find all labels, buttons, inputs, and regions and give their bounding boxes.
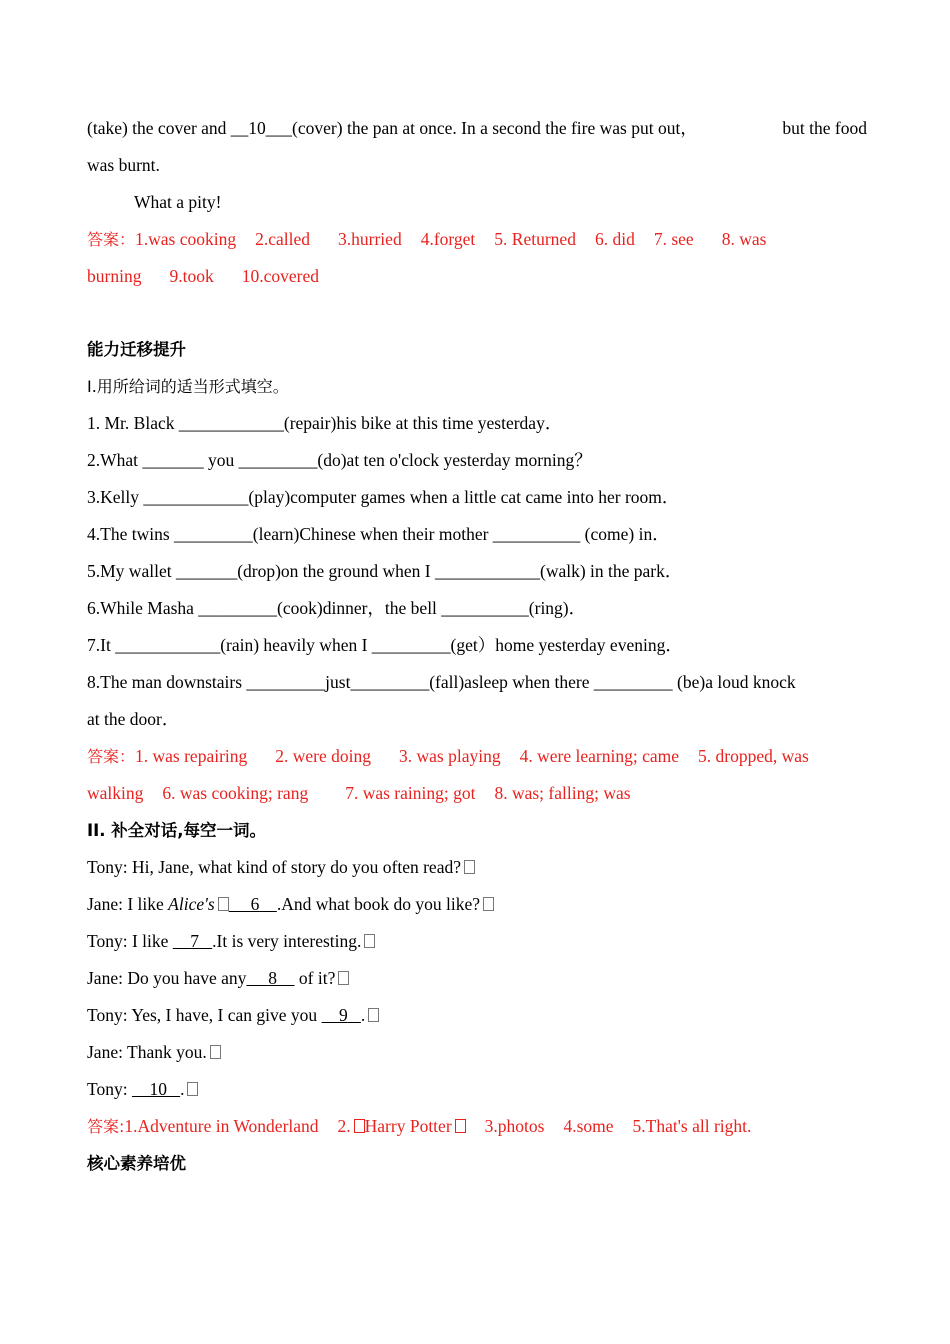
answer-item: 1.Adventure in Wonderland xyxy=(124,1116,319,1136)
placeholder-box-icon xyxy=(218,897,229,911)
dialogue-line xyxy=(87,886,867,923)
question-4: 4.The twins _________(learn)Chinese when their mother __________ (come) in． xyxy=(87,524,670,544)
answer-item: 9.took xyxy=(169,266,214,286)
blank-number: 6 xyxy=(250,894,260,914)
question-8: 8.The man downstairs _________just_________(fall)asleep when there _________ (be)a loud knock xyxy=(87,672,796,692)
answer-item: 3. was playing xyxy=(399,746,501,766)
blank xyxy=(246,968,294,988)
answer-line xyxy=(87,258,867,295)
answer-item: 3.photos xyxy=(484,1116,545,1136)
dialogue-text: . xyxy=(360,1005,366,1025)
placeholder-box-icon xyxy=(368,1008,379,1022)
answer-item: 1. was repairing xyxy=(135,746,248,766)
answer-item: Harry Potter xyxy=(364,1116,452,1136)
blank xyxy=(132,1079,180,1099)
answer-line xyxy=(87,221,867,258)
placeholder-box-icon xyxy=(364,934,375,948)
placeholder-box-icon xyxy=(464,860,475,874)
section-title: 核心素养培优 xyxy=(87,1154,186,1173)
question-5: 5.My wallet _______(drop)on the ground when I ____________(walk) in the park． xyxy=(87,561,683,581)
placeholder-box-icon xyxy=(354,1119,365,1133)
document-page xyxy=(87,110,867,1182)
answer-item: walking xyxy=(87,783,144,803)
question-8-cont: at the door． xyxy=(87,709,180,729)
answer-line xyxy=(87,1108,867,1145)
answer-item: 7. see xyxy=(653,229,694,249)
answer-item: 6. did xyxy=(594,229,635,249)
answer-label: 答案： xyxy=(87,230,136,249)
blank xyxy=(322,1005,361,1025)
dialogue-text: Do you have any xyxy=(127,968,247,988)
passage-line-3: What a pity! xyxy=(134,192,222,212)
dialogue-text: Yes, I have, I can give you xyxy=(131,1005,322,1025)
question-7: 7.It ____________(rain) heavily when I _________(get）home yesterday evening． xyxy=(87,635,683,655)
answer-line xyxy=(87,775,867,812)
answer-label: 答案: xyxy=(87,1117,125,1136)
question-1: 1. Mr. Black ____________(repair)his bike at this time yesterday． xyxy=(87,413,563,433)
dialogue-line xyxy=(87,960,867,997)
book-title: Alice's xyxy=(168,894,215,914)
answer-item: burning xyxy=(87,266,142,286)
answer-item: 2. xyxy=(337,1116,351,1136)
dialogue-text: .It is very interesting. xyxy=(212,931,362,951)
passage-text: (take) the cover and __10___(cover) the pan at once. In a second the fire was put out， xyxy=(87,118,698,138)
speaker: Tony: xyxy=(87,931,128,951)
answer-item: 2.called xyxy=(255,229,311,249)
placeholder-box-icon xyxy=(187,1082,198,1096)
answer-item: 5. dropped, was xyxy=(698,746,809,766)
blank xyxy=(173,931,212,951)
dialogue-text: of it? xyxy=(294,968,336,988)
speaker: Tony: xyxy=(87,1005,128,1025)
answer-item: 8. was xyxy=(721,229,767,249)
dialogue-text: Hi, Jane, what kind of story do you often read? xyxy=(131,857,461,877)
blank-number: 10 xyxy=(149,1079,167,1099)
question-2: 2.What _______ you _________(do)at ten o'clock yesterday morning？ xyxy=(87,450,592,470)
placeholder-box-icon xyxy=(338,971,349,985)
blank-number: 9 xyxy=(339,1005,348,1025)
question-3: 3.Kelly ____________(play)computer games when a little cat came into her room． xyxy=(87,487,680,507)
answer-item: 3.hurried xyxy=(338,229,402,249)
dialogue-text: . xyxy=(180,1079,185,1099)
answer-item: 1.was cooking xyxy=(135,229,237,249)
blank xyxy=(229,894,277,914)
blank-number: 7 xyxy=(190,931,200,951)
passage-line-1 xyxy=(87,110,867,147)
dialogue-text: Thank you. xyxy=(127,1042,207,1062)
blank-number: 8 xyxy=(268,968,278,988)
passage-line-2: was burnt. xyxy=(87,155,160,175)
answer-item: 5. Returned xyxy=(494,229,576,249)
answer-item: 7. was raining; got xyxy=(345,783,476,803)
speaker: Tony: xyxy=(87,857,128,877)
placeholder-box-icon xyxy=(210,1045,221,1059)
passage-text: but the food xyxy=(782,118,867,138)
speaker: Jane: xyxy=(87,894,123,914)
dialogue-line xyxy=(87,997,867,1034)
spacer xyxy=(87,295,867,331)
placeholder-box-icon xyxy=(483,897,494,911)
answer-line xyxy=(87,738,867,775)
answer-label: 答案： xyxy=(87,747,136,766)
speaker: Jane: xyxy=(87,968,123,988)
dialogue-line xyxy=(87,1071,867,1108)
dialogue-text: .And what book do you like? xyxy=(276,894,480,914)
dialogue-text: I like xyxy=(127,894,169,914)
dialogue-text: I like xyxy=(131,931,173,951)
dialogue-line xyxy=(87,1034,867,1071)
answer-item: 6. was cooking; rang xyxy=(162,783,309,803)
speaker: Jane: xyxy=(87,1042,123,1062)
answer-item: 8. was; falling; was xyxy=(494,783,631,803)
placeholder-box-icon xyxy=(455,1119,466,1133)
dialogue-title: II. 补全对话,每空一词。 xyxy=(87,821,267,840)
dialogue-line xyxy=(87,923,867,960)
answer-item: 2. were doing xyxy=(275,746,372,766)
section-title: 能力迁移提升 xyxy=(87,340,186,359)
part-title: I.用所给词的适当形式填空。 xyxy=(87,377,289,396)
answer-item: 4. were learning; came xyxy=(519,746,679,766)
dialogue-line xyxy=(87,849,867,886)
answer-item: 10.covered xyxy=(241,266,319,286)
answer-item: 5.That's all right. xyxy=(632,1116,752,1136)
answer-item: 4.some xyxy=(563,1116,614,1136)
answer-item: 4.forget xyxy=(420,229,476,249)
question-6: 6.While Masha _________(cook)dinner，the bell __________(ring)． xyxy=(87,598,587,618)
speaker: Tony: xyxy=(87,1079,128,1099)
